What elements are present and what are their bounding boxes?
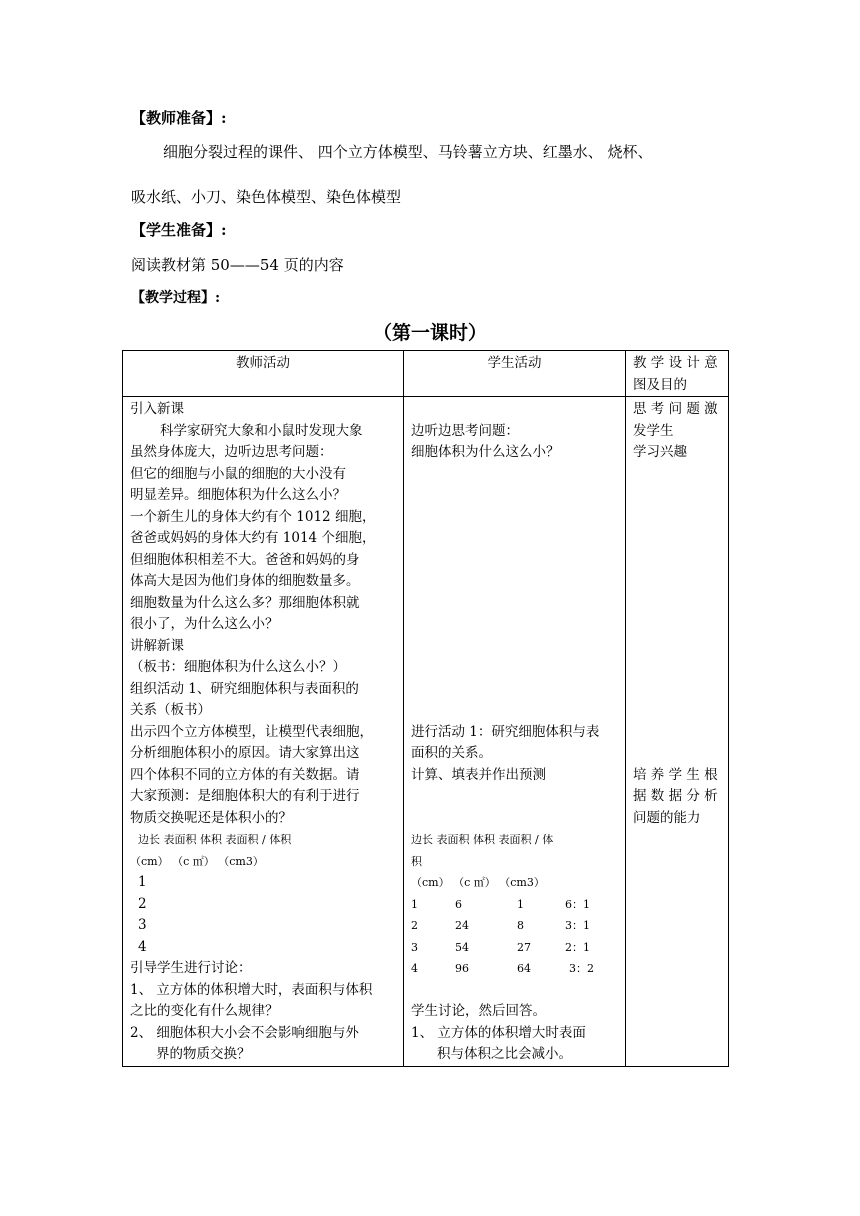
student-data-table-units: （cm） （c ㎡） （cm3） bbox=[411, 876, 545, 889]
table-body-row bbox=[123, 397, 729, 1067]
teacher-prep-line1: 细胞分裂过程的课件、 四个立方体模型、马铃薯立方块、红墨水、 烧杯、 bbox=[163, 143, 653, 161]
student-data-table-header-wrap: 积 bbox=[411, 854, 422, 868]
teacher-line: 关系（板书） bbox=[130, 702, 211, 718]
header-design-intent bbox=[626, 351, 729, 397]
teacher-line: 四个体积不同的立方体的有关数据。请 bbox=[130, 766, 360, 783]
teacher-line: 明显差异。细胞体积为什么这么小？ bbox=[130, 487, 346, 503]
design-intent-cell bbox=[626, 397, 729, 1067]
student-activity-line: 计算、填表并作出预测 bbox=[411, 766, 546, 783]
data-cell: 64 bbox=[517, 962, 531, 975]
teacher-discuss-line: 1、 立方体的体积增大时，表面积与体积 bbox=[130, 981, 373, 998]
teacher-data-table-units: （cm） （c ㎡） （cm3） bbox=[130, 854, 264, 868]
lesson-title: （第一课时） bbox=[372, 322, 487, 344]
header-student-activity: 学生活动 bbox=[404, 351, 626, 397]
teacher-data-table-header: 边长 表面积 体积 表面积 / 体积 bbox=[138, 833, 292, 846]
teacher-line: 分析细胞体积小的原因。请大家算出这 bbox=[130, 745, 360, 761]
student-line: 细胞体积为什么这么小？ bbox=[411, 444, 560, 460]
teacher-line: 大家预测：是细胞体积大的有利于进行 bbox=[130, 788, 360, 804]
teacher-discuss-line: 之比的变化有什么规律？ bbox=[130, 1003, 279, 1019]
data-cell: 1 bbox=[411, 897, 418, 911]
student-data-row bbox=[411, 915, 618, 937]
process-heading: 【教学过程】: bbox=[131, 290, 221, 306]
lesson-table bbox=[122, 350, 729, 1067]
teacher-data-row: 3 bbox=[138, 917, 147, 933]
teacher-line: 但它的细胞与小鼠的细胞的大小没有 bbox=[130, 465, 346, 482]
student-discuss-line: 1、 立方体的体积增大时表面 bbox=[411, 1024, 586, 1041]
data-cell: 3：1 bbox=[565, 919, 590, 932]
header-intent-line2: 图及目的 bbox=[633, 376, 687, 393]
data-cell: 3：2 bbox=[569, 962, 594, 975]
teacher-line: 虽然身体庞大，边听边思考问题： bbox=[130, 444, 333, 460]
student-discuss-line: 积与体积之比会减小。 bbox=[437, 1046, 572, 1062]
data-cell: 6：1 bbox=[565, 897, 590, 911]
teacher-line: 爸爸或妈妈的身体大约有 1014 个细胞， bbox=[130, 530, 376, 546]
teacher-line: 组织活动 1、研究细胞体积与表面积的 bbox=[130, 680, 359, 697]
student-line: 边听边思考问题： bbox=[411, 422, 519, 439]
teacher-line: 科学家研究大象和小鼠时发现大象 bbox=[160, 422, 363, 439]
teacher-discuss-line: 界的物质交换？ bbox=[156, 1046, 251, 1062]
data-cell: 8 bbox=[517, 919, 524, 932]
teacher-prep-line2: 吸水纸、小刀、染色体模型、染色体模型 bbox=[131, 188, 402, 206]
teacher-data-row: 1 bbox=[138, 874, 147, 890]
intent-line: 问题的能力 bbox=[633, 809, 701, 826]
teacher-discuss-line: 2、 细胞体积大小会不会影响细胞与外 bbox=[130, 1024, 359, 1041]
teacher-line: 一个新生儿的身体大约有个 1012 细胞， bbox=[130, 508, 376, 525]
student-prep-line1: 阅读教材第 50——54 页的内容 bbox=[131, 256, 344, 274]
student-activity-line: 面积的关系。 bbox=[411, 745, 492, 761]
teacher-line: 但细胞体积相差不大。爸爸和妈妈的身 bbox=[130, 551, 360, 568]
table-header-row bbox=[123, 351, 729, 397]
student-data-table-header: 边长 表面积 体积 表面积 / 体 bbox=[411, 833, 554, 846]
intent-line: 发学生 bbox=[633, 422, 674, 439]
teacher-line: 细胞数量为什么这么多？那细胞体积就 bbox=[130, 594, 360, 611]
student-data-row bbox=[411, 894, 618, 916]
student-prep-heading: 【学生准备】: bbox=[131, 221, 227, 239]
teacher-activity-cell bbox=[123, 397, 404, 1067]
data-cell: 1 bbox=[517, 897, 524, 911]
student-data-row bbox=[411, 958, 618, 980]
teacher-prep-heading: 【教师准备】: bbox=[131, 109, 227, 127]
data-cell: 96 bbox=[455, 962, 469, 975]
teacher-line: 很小了，为什么这么小？ bbox=[130, 616, 279, 632]
intent-line: 据 数 据 分 析 bbox=[633, 788, 718, 804]
student-activity-line: 进行活动 1：研究细胞体积与表 bbox=[411, 723, 600, 740]
header-teacher-activity: 教师活动 bbox=[123, 351, 404, 397]
teacher-line: 讲解新课 bbox=[130, 637, 184, 654]
student-data-row bbox=[411, 937, 618, 959]
data-cell: 3 bbox=[411, 940, 418, 954]
teacher-line: 出示四个立方体模型，让模型代表细胞， bbox=[130, 723, 373, 740]
teacher-data-row: 2 bbox=[138, 895, 147, 912]
intent-line: 思 考 问 题 激 bbox=[633, 401, 718, 417]
intent-line: 学习兴趣 bbox=[633, 444, 687, 460]
data-cell: 27 bbox=[517, 940, 531, 954]
teacher-discuss-line: 引导学生进行讨论： bbox=[130, 960, 252, 976]
student-activity-cell bbox=[404, 397, 626, 1067]
student-discuss-line: 学生讨论，然后回答。 bbox=[411, 1003, 546, 1019]
teacher-line: 体高大是因为他们身体的细胞数量多。 bbox=[130, 573, 360, 589]
data-cell: 54 bbox=[455, 940, 469, 954]
data-cell: 24 bbox=[455, 919, 469, 932]
teacher-line: 物质交换呢还是体积小的？ bbox=[130, 809, 292, 826]
teacher-line: 引入新课 bbox=[130, 401, 184, 417]
data-cell: 2：1 bbox=[565, 940, 590, 954]
teacher-data-row: 4 bbox=[138, 938, 147, 955]
intent-line: 培 养 学 生 根 bbox=[633, 766, 718, 783]
data-cell: 2 bbox=[411, 919, 418, 932]
data-cell: 6 bbox=[455, 897, 462, 911]
data-cell: 4 bbox=[411, 962, 418, 975]
teacher-line: （板书：细胞体积为什么这么小？） bbox=[130, 659, 346, 675]
header-intent-line1: 教 学 设 计 意 bbox=[633, 355, 718, 371]
